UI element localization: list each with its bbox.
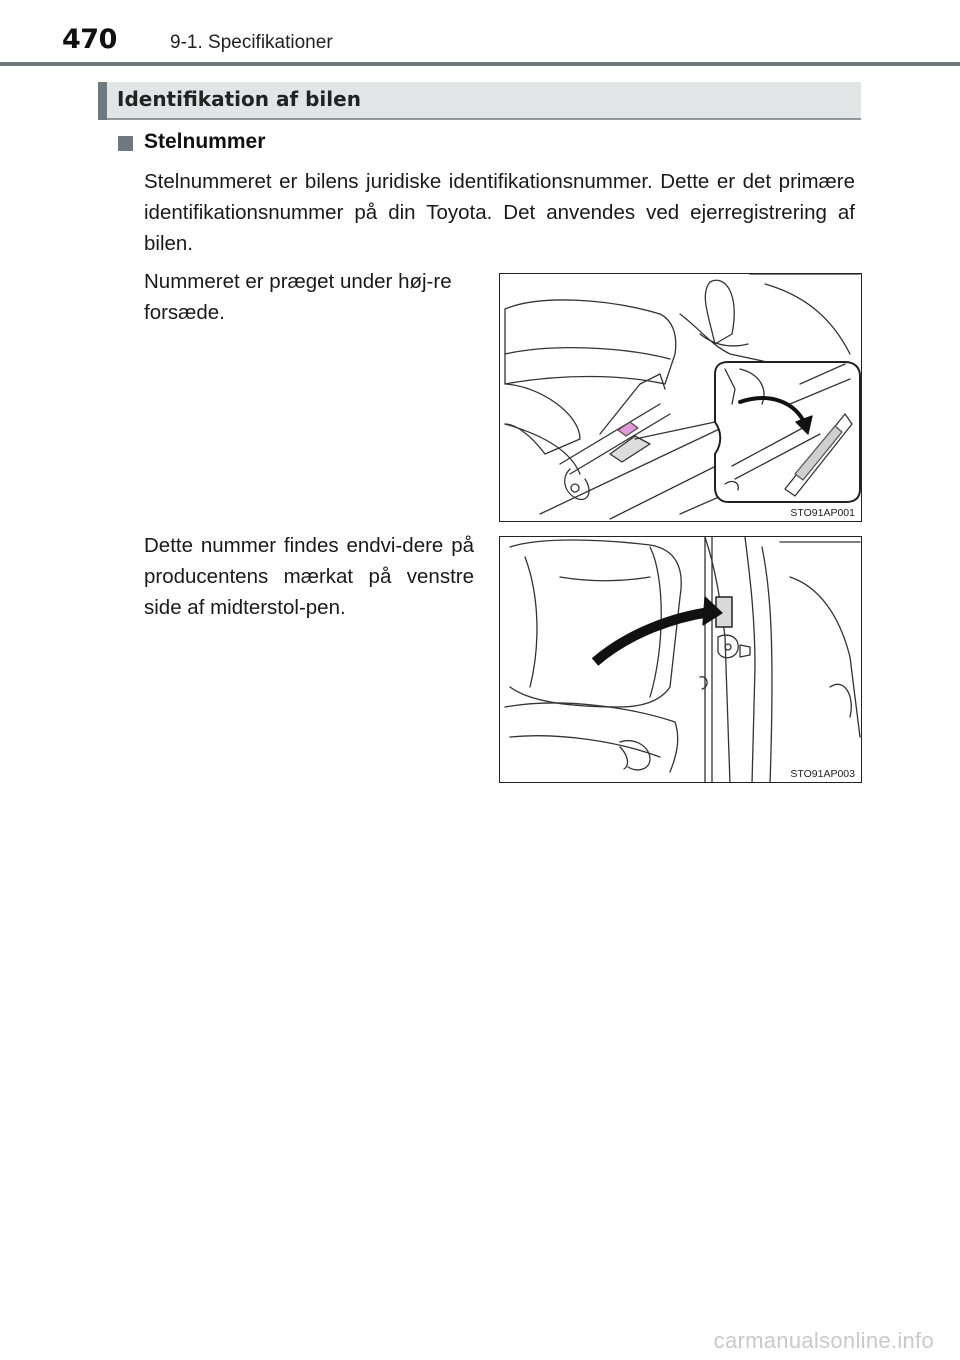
section-label: 9-1. Specifikationer <box>170 32 333 53</box>
watermark-url[interactable]: carmanualsonline.info <box>713 1328 934 1353</box>
pillar-line-drawing <box>500 537 862 783</box>
paragraph-label-location: Dette nummer findes endvi-dere på producentens mærkat på venstre side af midterstol-pen. <box>144 534 474 619</box>
square-bullet-icon <box>118 136 133 151</box>
paragraph-chassis-number: Stelnummeret er bilens juridiske identifikationsnummer. Dette er det primære identifikationsnummer på din Toyota. Det anvendes ved ejerregistrering af bilen. <box>144 170 855 255</box>
figure-code: STO91AP003 <box>790 768 855 780</box>
title-accent <box>98 82 107 120</box>
subsection-heading: Stelnummer <box>144 130 266 153</box>
page-header <box>0 0 960 70</box>
seat-line-drawing <box>500 274 862 522</box>
paragraph-seat-location: Nummeret er præget under høj-re forsæde. <box>144 270 452 324</box>
section-title: Identifikation af bilen <box>117 87 361 111</box>
figure-code: STO91AP001 <box>790 507 855 519</box>
section-title-bar <box>98 82 861 120</box>
page-number: 470 <box>62 24 117 55</box>
header-rule <box>0 62 960 66</box>
figure-seat-illustration <box>499 273 862 522</box>
figure-pillar-illustration <box>499 536 862 783</box>
